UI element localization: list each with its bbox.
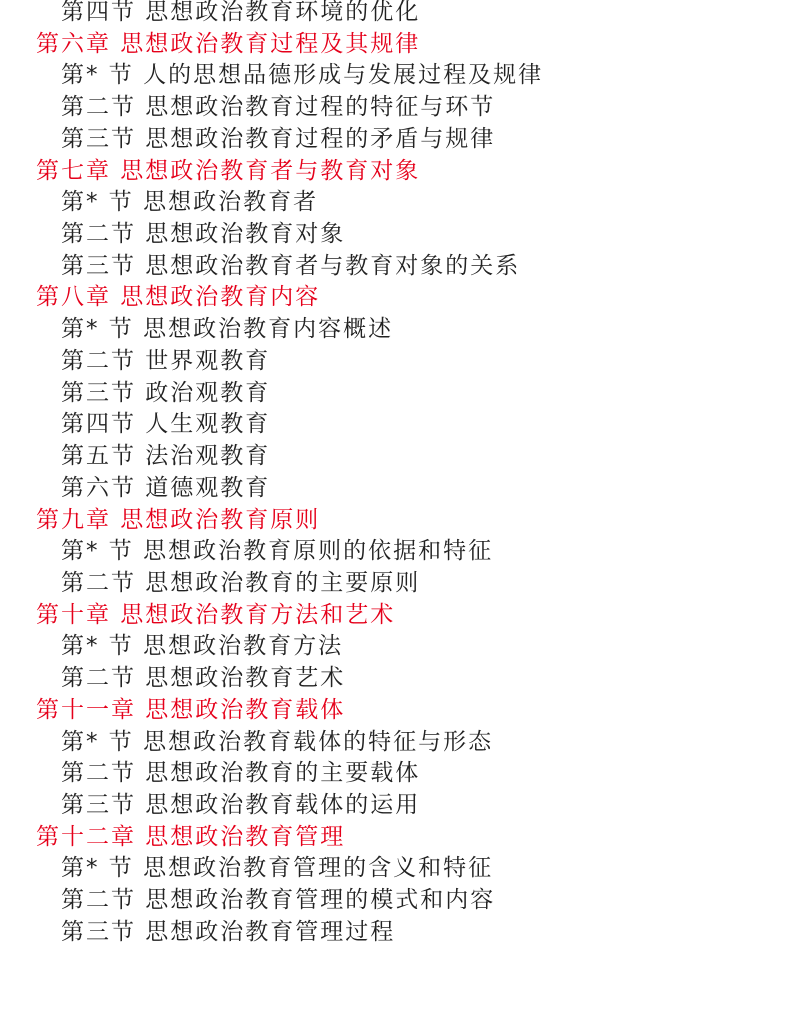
section-entry: 第六节 道德观教育 bbox=[61, 474, 271, 501]
chapter-heading: 第十章 思想政治教育方法和艺术 bbox=[36, 601, 396, 628]
section-entry: 第二节 思想政治教育艺术 bbox=[61, 665, 346, 692]
chapter-heading: 第七章 思想政治教育者与教育对象 bbox=[36, 157, 421, 184]
section-entry: 第五节 法治观教育 bbox=[61, 443, 271, 470]
section-entry: 第四节 人生观教育 bbox=[61, 411, 271, 438]
section-entry: 第三节 政治观教育 bbox=[61, 379, 271, 406]
section-entry: 第* 节 人的思想品德形成与发展过程及规律 bbox=[61, 62, 544, 89]
section-entry: 第三节 思想政治教育管理过程 bbox=[61, 918, 396, 945]
chapter-heading: 第六章 思想政治教育过程及其规律 bbox=[36, 30, 421, 57]
section-entry: 第二节 思想政治教育的主要原则 bbox=[61, 569, 421, 596]
section-entry: 第三节 思想政治教育过程的矛盾与规律 bbox=[61, 125, 496, 152]
chapter-heading: 第八章 思想政治教育内容 bbox=[36, 284, 321, 311]
section-entry: 第* 节 思想政治教育原则的依据和特征 bbox=[61, 538, 494, 565]
section-entry: 第三节 思想政治教育者与教育对象的关系 bbox=[61, 252, 521, 279]
chapter-heading: 第十一章 思想政治教育载体 bbox=[36, 696, 346, 723]
section-entry: 第* 节 思想政治教育管理的含义和特征 bbox=[61, 855, 494, 882]
chapter-heading: 第十二章 思想政治教育管理 bbox=[36, 823, 346, 850]
section-entry: 第* 节 思想政治教育者 bbox=[61, 189, 319, 216]
section-entry: 第* 节 思想政治教育载体的特征与形态 bbox=[61, 728, 494, 755]
section-entry: 第* 节 思想政治教育内容概述 bbox=[61, 316, 394, 343]
section-entry: 第二节 思想政治教育的主要载体 bbox=[61, 760, 421, 787]
section-entry: 第* 节 思想政治教育方法 bbox=[61, 633, 344, 660]
section-entry: 第二节 世界观教育 bbox=[61, 347, 271, 374]
section-entry: 第三节 思想政治教育载体的运用 bbox=[61, 791, 421, 818]
section-entry: 第二节 思想政治教育管理的模式和内容 bbox=[61, 887, 496, 914]
chapter-heading: 第九章 思想政治教育原则 bbox=[36, 506, 321, 533]
section-entry: 第四节 思想政治教育环境的优化 bbox=[61, 0, 421, 25]
section-entry: 第二节 思想政治教育过程的特征与环节 bbox=[61, 94, 496, 121]
section-entry: 第二节 思想政治教育对象 bbox=[61, 221, 346, 248]
